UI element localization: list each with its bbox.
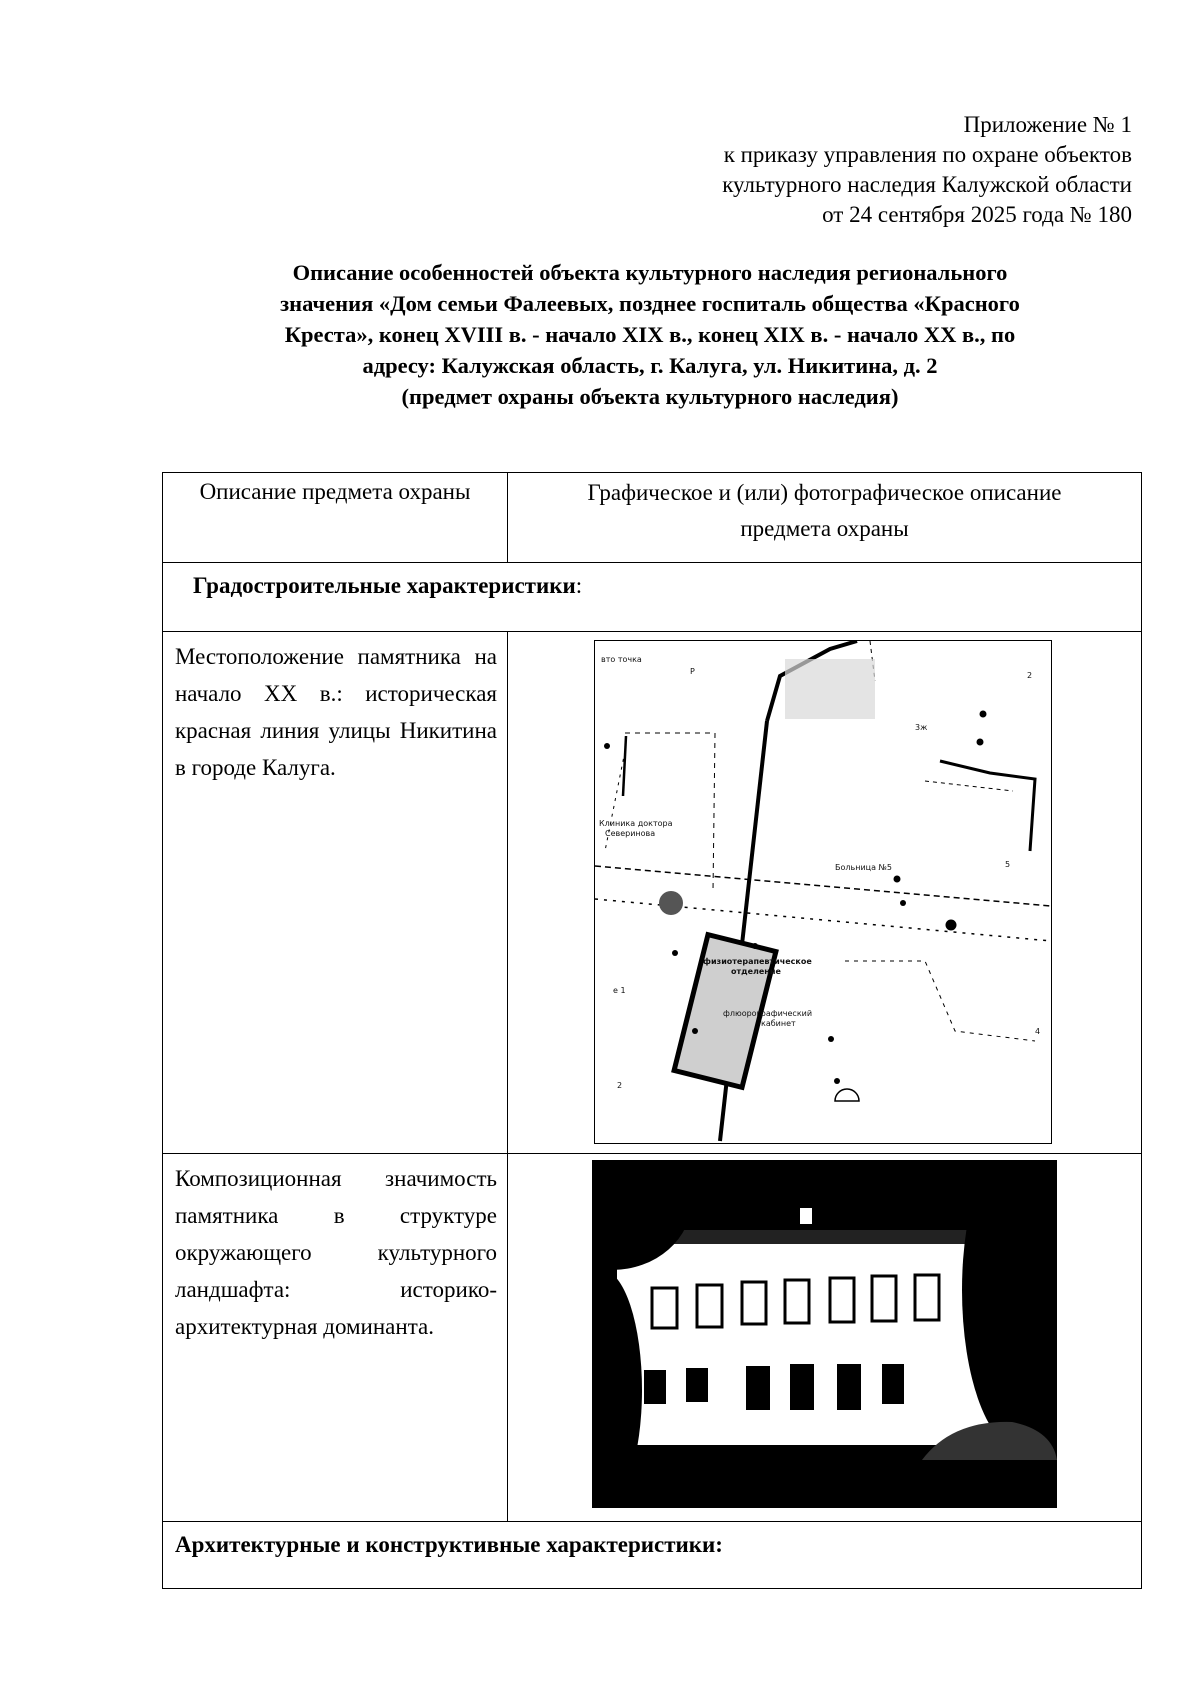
table-row <box>163 632 1142 1154</box>
building-photo-drawing <box>592 1160 1057 1508</box>
map-label-3j: 3ж <box>915 723 928 732</box>
title-line-5: (предмет охраны объекта культурного наследия) <box>401 384 899 409</box>
header-graphic-line-1: Графическое и (или) фотографическое описание <box>587 480 1062 505</box>
map-label-stop: вто точка <box>601 655 642 664</box>
section-urban-heading: Градостроительные характеристики: <box>163 563 1142 632</box>
map-label-4: 4 <box>1035 1027 1041 1036</box>
section-architecture-heading: Архитектурные и конструктивные характеристики: <box>163 1522 1142 1589</box>
header-graphic-line-2: предмета охраны <box>740 516 909 541</box>
protection-subject-table <box>162 472 1142 1589</box>
table-row <box>163 1154 1142 1522</box>
header-description: Описание предмета охраны <box>163 473 508 563</box>
building-photo <box>592 1160 1057 1508</box>
location-map <box>594 640 1052 1144</box>
map-label-clinic-2: Северинова <box>605 829 656 838</box>
appendix-authority-line: культурного наследия Калужской области <box>722 172 1132 197</box>
map-drawing <box>595 641 1051 1143</box>
map-label-2-top: 2 <box>1027 671 1033 680</box>
section-architecture-row <box>163 1522 1142 1589</box>
composition-figure-cell <box>508 1154 1142 1522</box>
map-label-fluoro-1: флюорографический <box>723 1009 813 1018</box>
header-graphic <box>508 473 1142 563</box>
appendix-reference <box>572 110 1132 230</box>
map-label-2-bottom: 2 <box>617 1081 623 1090</box>
map-label-fluoro-2: кабинет <box>761 1019 796 1028</box>
appendix-order-line: к приказу управления по охране объектов <box>723 142 1132 167</box>
map-label-physio-2: отделение <box>731 967 781 976</box>
document-title <box>195 257 1105 412</box>
title-line-1: Описание особенностей объекта культурного наследия регионального <box>292 260 1008 285</box>
appendix-date-line: от 24 сентября 2025 года № 180 <box>822 202 1132 227</box>
title-line-3: Креста», конец XVIII в. - начало XIX в., конец XIX в. - начало XX в., по <box>284 322 1016 347</box>
title-line-2: значения «Дом семьи Фалеевых, позднее госпиталь общества «Красного <box>280 291 1020 316</box>
appendix-number: Приложение № 1 <box>963 112 1132 137</box>
location-figure-cell <box>508 632 1142 1154</box>
map-label-5: 5 <box>1005 860 1011 869</box>
map-label-p: Р <box>690 667 695 676</box>
table-header-row <box>163 473 1142 563</box>
composition-description: Композиционная значимость памятника в структуре окружающего культурного ландшафта: историко-архитектурная доминанта. <box>163 1154 508 1522</box>
title-line-4: адресу: Калужская область, г. Калуга, ул. Никитина, д. 2 <box>362 353 938 378</box>
map-label-physio-1: физиотерапевтическое <box>703 957 812 966</box>
location-description: Местоположение памятника на начало XX в.: историческая красная линия улицы Никитина в городе Калуга. <box>163 632 508 1154</box>
map-label-e1: е 1 <box>613 986 626 995</box>
map-label-hospital: Больница №5 <box>835 863 892 872</box>
map-label-clinic-1: Клиника доктора <box>599 819 673 828</box>
section-urban-row <box>163 563 1142 632</box>
